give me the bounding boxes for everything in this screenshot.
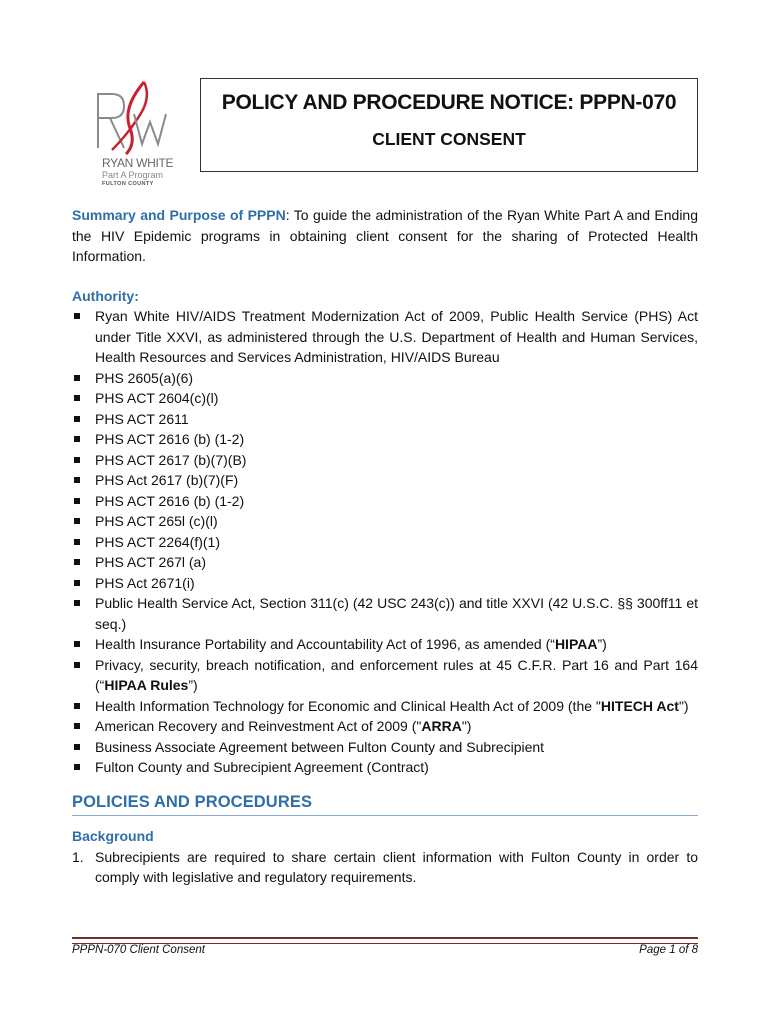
authority-list: [72, 306, 698, 778]
policies-heading: POLICIES AND PROCEDURES: [72, 792, 698, 817]
list-item: Privacy, security, breach notification, and enforcement rules at 45 C.F.R. Part 16 and Part 164 (“HIPAA Rules”): [72, 655, 698, 696]
bullet-square-icon: [74, 641, 80, 647]
bullet-square-icon: [74, 436, 80, 442]
bullet-square-icon: [74, 559, 80, 565]
bullet-square-icon: [74, 580, 80, 586]
bullet-square-icon: [74, 600, 80, 606]
bullet-square-icon: [74, 457, 80, 463]
list-item: Public Health Service Act, Section 311(c) (42 USC 243(c)) and title XXVI (42 U.S.C. §§ 300ff11 et seq.): [72, 593, 698, 634]
summary-label: Summary and Purpose of PPPN: [72, 207, 286, 223]
bullet-square-icon: [74, 477, 80, 483]
list-item: American Recovery and Reinvestment Act of 2009 ("ARRA"): [72, 716, 698, 737]
page-footer: [72, 944, 698, 956]
ryan-white-logo: [82, 78, 190, 188]
logo-caption-main: RYAN WHITE: [102, 156, 174, 170]
list-item: PHS ACT 2616 (b) (1-2): [72, 429, 698, 450]
bullet-square-icon: [74, 723, 80, 729]
footer-rule: [72, 937, 698, 944]
footer-document-name: PPPN-070 Client Consent: [72, 944, 205, 956]
bullet-square-icon: [74, 518, 80, 524]
background-list: [72, 847, 698, 888]
list-item: PHS Act 2617 (b)(7)(F): [72, 470, 698, 491]
list-item: Health Information Technology for Economic and Clinical Health Act of 2009 (the "HITECH Act"): [72, 696, 698, 717]
background-label: Background: [72, 828, 154, 844]
list-item: PHS ACT 2611: [72, 409, 698, 430]
logo-caption-sub: Part A Program: [102, 170, 164, 180]
bullet-square-icon: [74, 416, 80, 422]
list-item: 1. Subrecipients are required to share certain client information with Fulton County in order to comply with legislative and regulatory requirements.: [72, 848, 698, 885]
list-item: PHS ACT 2604(c)(l): [72, 388, 698, 409]
summary-text: : To guide the administration of the Ryan White Part A and Ending the HIV Epidemic programs in obtaining client consent for the sharing of Protected Health Information.: [72, 207, 699, 264]
title-box: [200, 78, 698, 172]
bullet-square-icon: [74, 764, 80, 770]
list-item: PHS ACT 265l (c)(l): [72, 511, 698, 532]
bullet-square-icon: [74, 744, 80, 750]
page-subtitle: CLIENT CONSENT: [372, 129, 526, 149]
list-item: Health Insurance Portability and Accountability Act of 1996, as amended (“HIPAA”): [72, 634, 698, 655]
ryan-white-logo-mark: [82, 78, 190, 156]
page-title: POLICY AND PROCEDURE NOTICE: PPPN-070: [221, 91, 677, 114]
summary-paragraph: [72, 205, 698, 267]
list-item: Business Associate Agreement between Fulton County and Subrecipient: [72, 737, 698, 758]
list-item: PHS ACT 267l (a): [72, 552, 698, 573]
bullet-square-icon: [74, 498, 80, 504]
bullet-square-icon: [74, 539, 80, 545]
authority-label: Authority:: [72, 287, 139, 304]
list-item: PHS 2605(a)(6): [72, 368, 698, 389]
list-item: Fulton County and Subrecipient Agreement (Contract): [72, 757, 698, 778]
bullet-square-icon: [74, 375, 80, 381]
footer-page-number: Page 1 of 8: [639, 944, 698, 956]
bullet-square-icon: [74, 662, 80, 668]
document-body: [72, 205, 698, 888]
bullet-square-icon: [74, 313, 80, 319]
list-item: Ryan White HIV/AIDS Treatment Modernization Act of 2009, Public Health Service (PHS) Act under Title XXVI, as administered through the U.S. Department of Health and Human Services, Health Resources and Services Administration, HIV/AIDS Bureau: [72, 306, 698, 368]
logo-caption-county: FULTON COUNTY: [102, 181, 154, 187]
list-item: PHS ACT 2264(f)(1): [72, 532, 698, 553]
list-item: PHS ACT 2617 (b)(7)(B): [72, 450, 698, 471]
list-item: PHS Act 2671(i): [72, 573, 698, 594]
bullet-square-icon: [74, 395, 80, 401]
list-item: PHS ACT 2616 (b) (1-2): [72, 491, 698, 512]
bullet-square-icon: [74, 703, 80, 709]
